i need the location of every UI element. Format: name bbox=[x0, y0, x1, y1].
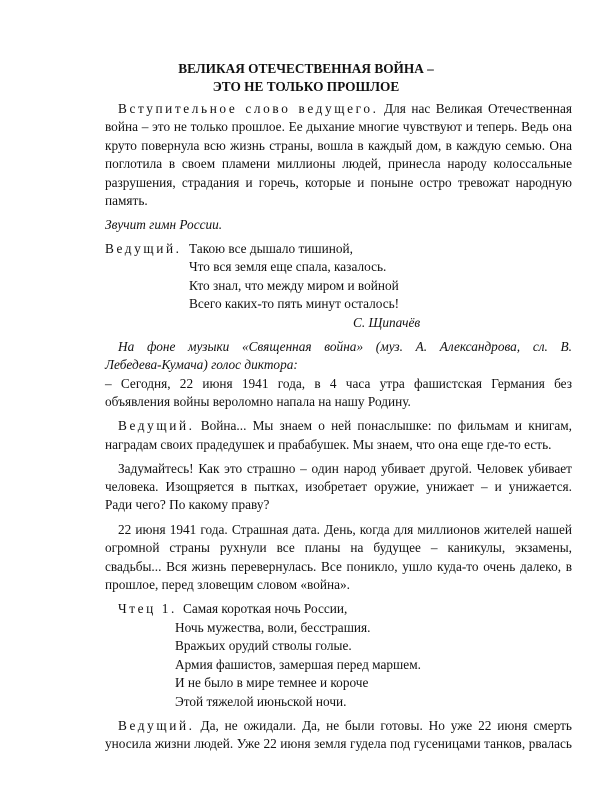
poem-line: Ночь мужества, воли, бесстрашия. bbox=[175, 620, 371, 635]
poem-line: Этой тяжелой июньской ночи. bbox=[175, 694, 347, 709]
announcer-note-line-1: На фоне музыки «Священная война» (муз. А. Александрова, сл. В. bbox=[118, 339, 572, 354]
anthem-note: Звучит гимн России. bbox=[105, 217, 223, 232]
think-line: человека. Изощряется в пытках, изобретает оружие, унижает – и унижается. bbox=[105, 479, 572, 494]
poem-line: Армия фашистов, замершая перед маршем. bbox=[175, 657, 421, 672]
reader-1-speaker: Чтец 1. bbox=[118, 601, 177, 616]
host-2-first-line bbox=[118, 417, 572, 435]
host-1-speaker: Ведущий. bbox=[105, 241, 182, 256]
host-2-line: Война... Мы знаем о ней понаслышке: по фильмам и книгам, bbox=[200, 418, 572, 433]
host-2-speaker: Ведущий. bbox=[118, 418, 195, 433]
date-line: прошлое, перед зловещим словом «война». bbox=[105, 577, 350, 592]
intro-line: память. bbox=[105, 193, 148, 208]
think-line: Ради чего? По какому праву? bbox=[105, 497, 270, 512]
intro-line: война – это не только прошлое. Ее дыхание многие чувствуют и теперь. Ведь она bbox=[105, 119, 572, 134]
think-line: Задумайтесь! Как это страшно – один народ убивает другой. Человек убивает bbox=[118, 461, 572, 476]
host-3-first-line bbox=[118, 717, 572, 735]
host-2-line: наградам своих прадедушек и прабабушек. Мы знаем, что она еще где-то есть. bbox=[105, 437, 552, 452]
title-line-1: ВЕЛИКАЯ ОТЕЧЕСТВЕННАЯ ВОЙНА – bbox=[178, 61, 434, 76]
poem-line: И не было в мире темнее и короче bbox=[175, 675, 369, 690]
poem-line: Всего каких-то пять минут осталось! bbox=[189, 296, 400, 311]
host-3-line: Да, не ожидали. Да, не были готовы. Но уже 22 июня смерть bbox=[200, 718, 572, 733]
poem-author: С. Щипачёв bbox=[353, 315, 421, 330]
announcer-text-line: объявления войны вероломно напала на нашу Родину. bbox=[105, 394, 411, 409]
poem-line: Такою все дышало тишиной, bbox=[189, 241, 353, 256]
intro-first-line bbox=[118, 100, 572, 118]
poem-line: Вражьих орудий стволы голые. bbox=[175, 638, 352, 653]
intro-line: Для нас Великая Отечественная bbox=[384, 101, 572, 116]
intro-line: круто повернула всю жизнь страны, вошла в каждый дом, в каждую семью. Она bbox=[105, 138, 572, 153]
intro-line: поглотила в своем пламени миллионы людей, принесла народу колоссальные bbox=[105, 156, 572, 171]
announcer-note-line-2: Лебедева-Кумача) голос диктора: bbox=[105, 357, 298, 372]
announcer-text-line: – Сегодня, 22 июня 1941 года, в 4 часа утра фашистская Германия без bbox=[105, 376, 572, 391]
intro-line: разрушения, страдания и горечь, которые и поныне остро тревожат народную bbox=[105, 175, 572, 190]
poem-line: Что вся земля еще спала, казалось. bbox=[189, 259, 387, 274]
intro-label: Вступительное слово ведущего. bbox=[118, 101, 379, 116]
date-line: свадьбы... Вся жизнь перевернулась. Все поникло, ушло куда-то очень далеко, в bbox=[105, 559, 572, 574]
poem-line: Кто знал, что между миром и войной bbox=[189, 278, 399, 293]
host-3-speaker: Ведущий. bbox=[118, 718, 195, 733]
host-3-line: уносила жизни людей. Уже 22 июня земля гудела под гусеницами танков, рвалась bbox=[105, 736, 572, 751]
date-line: 22 июня 1941 года. Страшная дата. День, когда для миллионов жителей нашей bbox=[118, 522, 572, 537]
date-line: огромной страны рухнули все планы на будущее – каникулы, экзамены, bbox=[105, 540, 572, 555]
title-line-2: ЭТО НЕ ТОЛЬКО ПРОШЛОЕ bbox=[212, 79, 400, 94]
poem-line: Самая короткая ночь России, bbox=[183, 601, 348, 616]
